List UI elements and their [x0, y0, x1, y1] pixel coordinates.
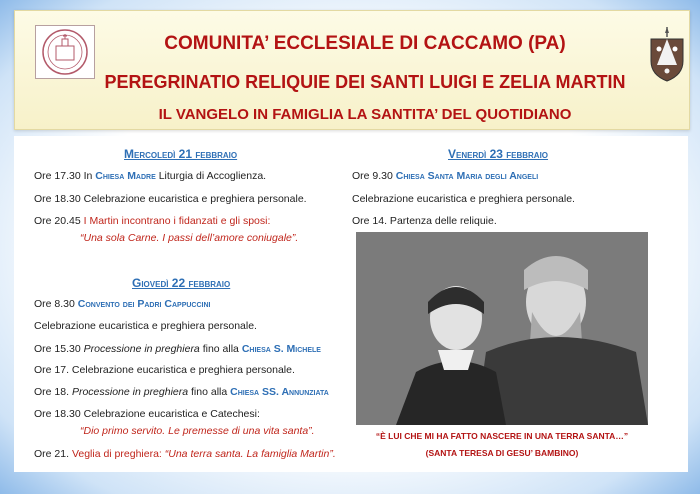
- fri-line-3: Ore 14. Partenza delle reliquie.: [352, 215, 497, 227]
- thu-line-6: Ore 18.30 Celebrazione eucaristica e Catechesi:: [34, 408, 260, 420]
- thu-line-4: Ore 17. Celebrazione eucaristica e preghiera personale.: [34, 364, 295, 376]
- header-banner: [14, 10, 690, 130]
- thu-line-3: Ore 15.30 Processione in preghiera fino alla Chiesa S. Michele: [34, 343, 321, 355]
- peregrinatio-title: PEREGRINATIO RELIQUIE DEI SANTI LUIGI E ZELIA MARTIN: [104, 72, 626, 92]
- wed-line-3: Ore 20.45 I Martin incontrano i fidanzati e gli sposi:: [34, 215, 271, 227]
- wednesday-heading: Mercoledì 21 febbraio: [124, 147, 238, 161]
- community-seal-logo: [35, 25, 95, 79]
- saints-portrait-photo: [356, 232, 648, 425]
- thursday-heading: Giovedì 22 febbraio: [132, 276, 231, 290]
- theme-subtitle: IL VANGELO IN FAMIGLIA LA SANTITA’ DEL QUOTIDIANO: [158, 106, 572, 123]
- fri-line-1: Ore 9.30 Chiesa Santa Maria degli Angeli: [352, 170, 539, 182]
- wed-line-1: Ore 17.30 In Chiesa Madre Liturgia di Accoglienza.: [34, 170, 267, 182]
- thu-line-8: Ore 21. Veglia di preghiera: “Una terra santa. La famiglia Martin”.: [34, 448, 336, 460]
- thu-line-5: Ore 18. Processione in preghiera fino alla Chiesa SS. Annunziata: [34, 386, 329, 398]
- carmelite-coat-of-arms-icon: [645, 25, 689, 83]
- therese-quote: “È LUI CHE MI HA FATTO NASCERE IN UNA TERRA SANTA…”: [375, 431, 629, 441]
- community-title: COMUNITA’ ECCLESIALE DI CACCAMO (PA): [164, 33, 566, 54]
- friday-heading: Venerdì 23 febbraio: [448, 147, 549, 161]
- chiesa-madre-label: Chiesa Madre: [95, 170, 156, 182]
- quote-attribution: (SANTA TERESA DI GESU’ BAMBINO): [425, 448, 579, 458]
- fri-line-2: Celebrazione eucaristica e preghiera personale.: [352, 193, 575, 205]
- wed-line-4: “Una sola Carne. I passi dell’amore coniugale”.: [80, 232, 299, 244]
- wed-line-2: Ore 18.30 Celebrazione eucaristica e preghiera personale.: [34, 193, 307, 205]
- thu-line-7: “Dio primo servito. Le premesse di una vita santa”.: [80, 425, 315, 437]
- thu-line-2: Celebrazione eucaristica e preghiera personale.: [34, 320, 257, 332]
- thu-line-1: Ore 8.30 Convento dei Padri Cappuccini: [34, 298, 211, 310]
